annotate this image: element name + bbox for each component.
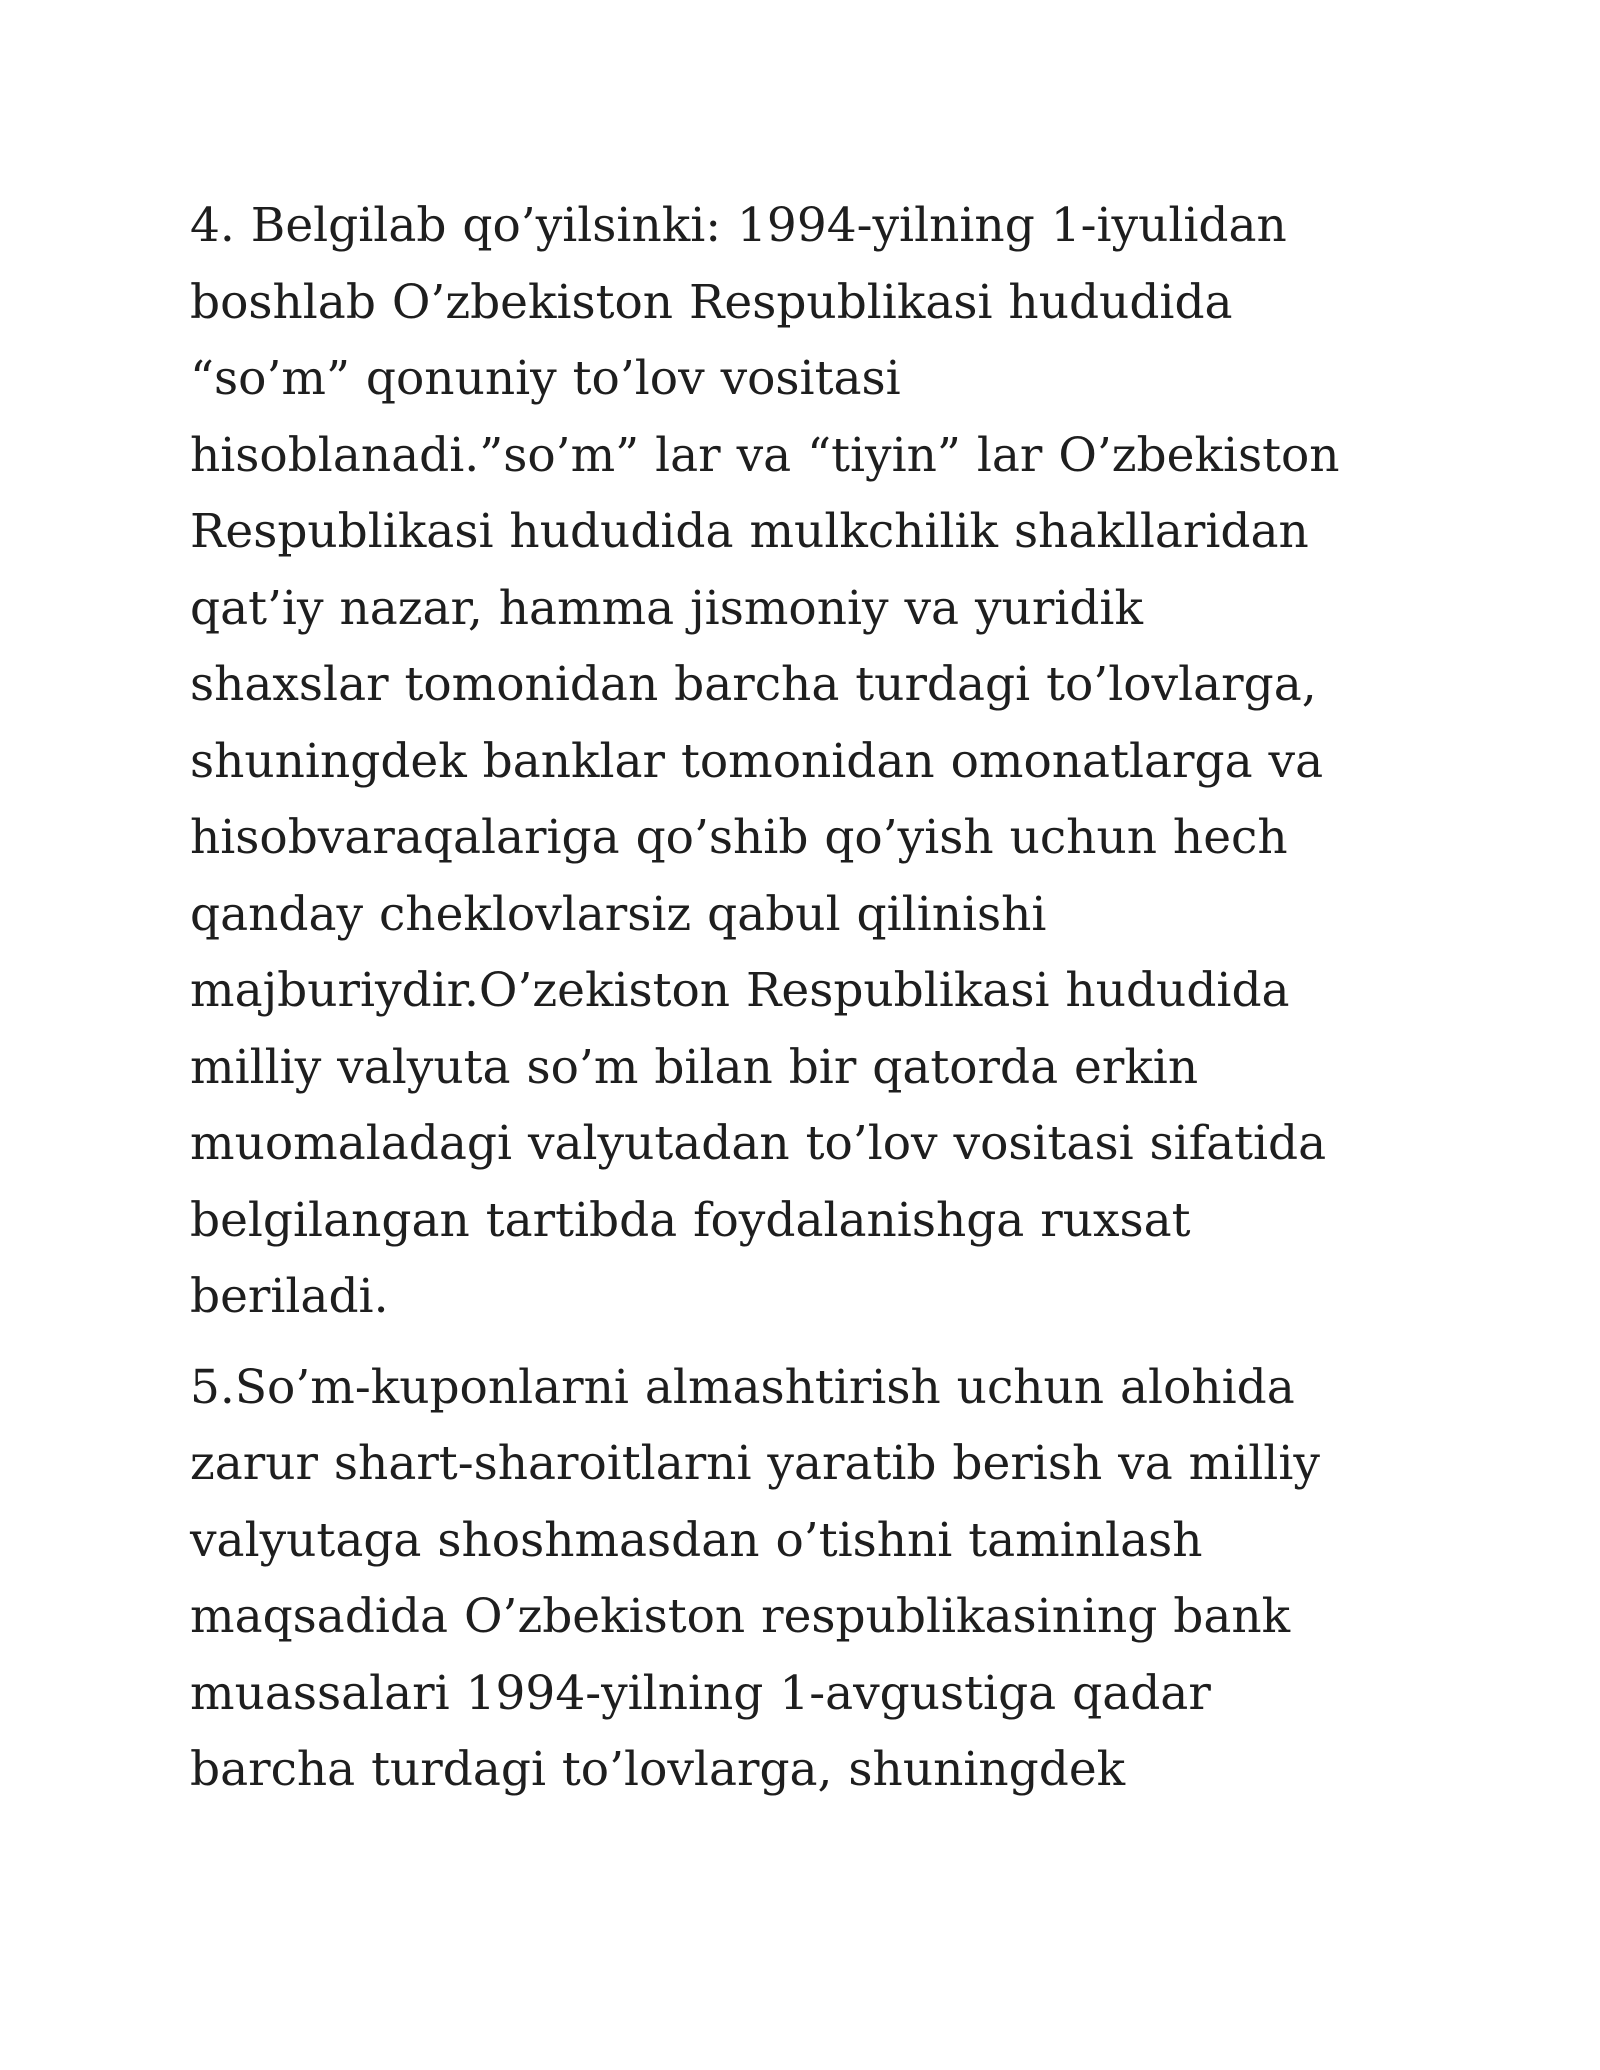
text-line: Respublikasi hududida mulkchilik shakllaridan	[190, 504, 1309, 559]
text-line: “so’m” qonuniy to’lov vositasi	[190, 351, 901, 406]
text-line: majburiydir.O’zekiston Respublikasi hududida	[190, 963, 1290, 1018]
text-line: maqsadida O’zbekiston respublikasining bank	[190, 1589, 1291, 1644]
text-line: boshlab O’zbekiston Respublikasi hududida	[190, 274, 1233, 330]
text-line: barcha turdagi to’lovlarga, shuningdek	[190, 1742, 1126, 1797]
text-line: milliy valyuta so’m bilan bir qatorda erkin	[190, 1039, 1199, 1095]
text-line: beriladi.	[190, 1269, 389, 1324]
document-body	[190, 188, 1440, 1823]
text-line: belgilangan tartibda foydalanishga ruxsat	[190, 1192, 1191, 1248]
text-line: shaxslar tomonidan barcha turdagi to’lovlarga,	[190, 657, 1317, 712]
text-line: muassalari 1994-yilning 1-avgustiga qadar	[190, 1665, 1211, 1721]
paragraph-5	[190, 1350, 1440, 1809]
paragraph-4	[190, 188, 1440, 1336]
text-line: 5.So’m-kuponlarni almashtirish uchun alohida	[190, 1359, 1295, 1415]
text-line: hisobvaraqalariga qo’shib qo’yish uchun hech	[190, 810, 1288, 865]
text-line: valyutaga shoshmasdan o’tishni taminlash	[190, 1512, 1203, 1568]
text-line: qat’iy nazar, hamma jismoniy va yuridik	[190, 580, 1143, 636]
text-line: qanday cheklovlarsiz qabul qilinishi	[190, 886, 1047, 942]
text-line: 4. Belgilab qo’yilsinki: 1994-yilning 1-iyulidan	[190, 198, 1287, 253]
text-line: hisoblanadi.”so’m” lar va “tiyin” lar O’zbekiston	[190, 427, 1340, 483]
text-line: muomaladagi valyutadan to’lov vositasi sifatida	[190, 1116, 1327, 1171]
text-line: zarur shart-sharoitlarni yaratib berish va milliy	[190, 1436, 1320, 1491]
text-line: shuningdek banklar tomonidan omonatlarga va	[190, 733, 1324, 789]
